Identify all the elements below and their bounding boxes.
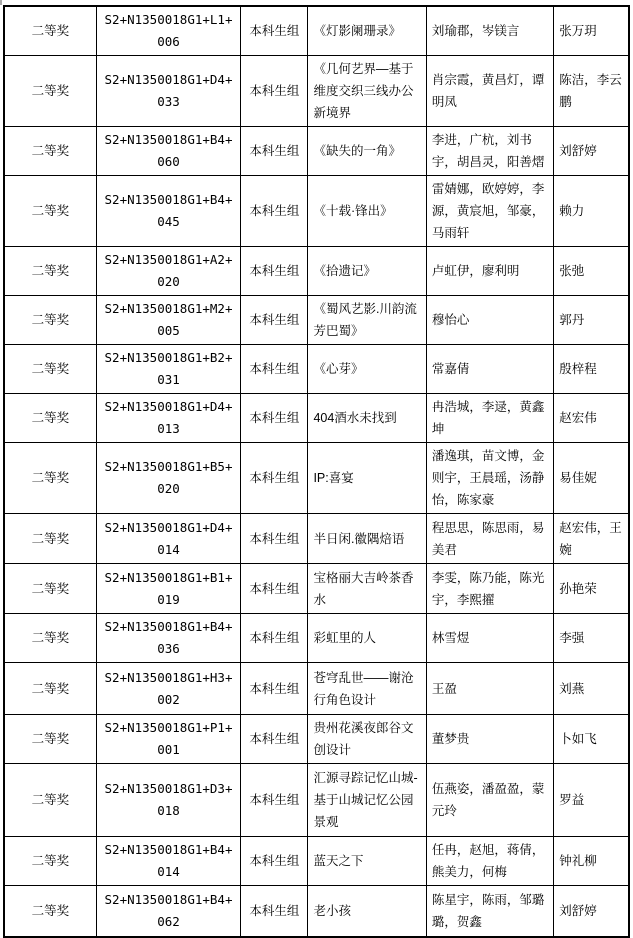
cell-teacher: 刘舒婷 <box>554 886 629 937</box>
cell-award: 二等奖 <box>4 345 96 394</box>
cell-teacher: 张弛 <box>554 247 629 296</box>
cell-title: 半日闲.徽隅焙语 <box>308 514 426 564</box>
cell-title: 《十载·锋出》 <box>308 176 426 247</box>
cell-group: 本科生组 <box>241 6 308 56</box>
cell-code: S2+N1350018G1+D4+033 <box>96 56 240 127</box>
cell-group: 本科生组 <box>241 345 308 394</box>
awards-table <box>3 5 630 938</box>
cell-code: S2+N1350018G1+B4+060 <box>96 127 240 176</box>
table-row <box>4 663 629 715</box>
cell-code: S2+N1350018G1+M2+005 <box>96 296 240 345</box>
cell-authors: 程思思，陈思雨，易美君 <box>426 514 553 564</box>
cell-title: 老小孩 <box>308 886 426 937</box>
cell-authors: 李雯，陈乃能，陈光宇，李熙擢 <box>426 564 553 614</box>
cell-code: S2+N1350018G1+L1+006 <box>96 6 240 56</box>
cell-group: 本科生组 <box>241 296 308 345</box>
cell-title: 《缺失的一角》 <box>308 127 426 176</box>
cell-code: S2+N1350018G1+D4+013 <box>96 394 240 443</box>
cell-teacher: 赵宏伟，王婉 <box>554 514 629 564</box>
page-edge-artifact <box>0 0 2 5</box>
cell-teacher: 李强 <box>554 614 629 663</box>
cell-title: 彩虹里的人 <box>308 614 426 663</box>
cell-teacher: 钟礼柳 <box>554 837 629 886</box>
cell-award: 二等奖 <box>4 663 96 715</box>
cell-authors: 卢虹伊，廖利明 <box>426 247 553 296</box>
table-row <box>4 715 629 764</box>
cell-authors: 任冉，赵旭，蒋倩，熊美力，何梅 <box>426 837 553 886</box>
table-row <box>4 514 629 564</box>
cell-authors: 穆怡心 <box>426 296 553 345</box>
table-row <box>4 837 629 886</box>
cell-authors: 冉浩城，李逯，黄鑫坤 <box>426 394 553 443</box>
cell-teacher: 刘燕 <box>554 663 629 715</box>
cell-authors: 林雪煜 <box>426 614 553 663</box>
table-row <box>4 764 629 837</box>
table-row <box>4 614 629 663</box>
cell-award: 二等奖 <box>4 614 96 663</box>
cell-code: S2+N1350018G1+P1+001 <box>96 715 240 764</box>
cell-title: IP:喜宴 <box>308 443 426 514</box>
cell-group: 本科生组 <box>241 127 308 176</box>
cell-authors: 常嘉倩 <box>426 345 553 394</box>
cell-title: 《几何艺界—基于维度交织三线办公新境界 <box>308 56 426 127</box>
cell-group: 本科生组 <box>241 514 308 564</box>
cell-teacher: 赵宏伟 <box>554 394 629 443</box>
cell-group: 本科生组 <box>241 247 308 296</box>
cell-code: S2+N1350018G1+B1+019 <box>96 564 240 614</box>
cell-teacher: 刘舒婷 <box>554 127 629 176</box>
cell-title: 贵州花溪夜郎谷文创设计 <box>308 715 426 764</box>
cell-award: 二等奖 <box>4 176 96 247</box>
cell-authors: 刘瑜郡，岑镁言 <box>426 6 553 56</box>
cell-authors: 陈星宇，陈雨，邹璐璐，贺鑫 <box>426 886 553 937</box>
cell-award: 二等奖 <box>4 56 96 127</box>
cell-group: 本科生组 <box>241 443 308 514</box>
cell-group: 本科生组 <box>241 56 308 127</box>
table-row <box>4 886 629 937</box>
table-row <box>4 443 629 514</box>
table-row <box>4 296 629 345</box>
table-row <box>4 345 629 394</box>
cell-authors: 肖宗霞，黄昌灯，谭明凤 <box>426 56 553 127</box>
cell-authors: 伍燕姿，潘盈盈，蒙元玲 <box>426 764 553 837</box>
cell-authors: 董梦贵 <box>426 715 553 764</box>
cell-authors: 雷婧娜，欧婷婷，李源，黄宸旭，邹豪，马雨轩 <box>426 176 553 247</box>
cell-group: 本科生组 <box>241 886 308 937</box>
cell-title: 《拾遗记》 <box>308 247 426 296</box>
cell-teacher: 殷梓程 <box>554 345 629 394</box>
cell-group: 本科生组 <box>241 764 308 837</box>
cell-award: 二等奖 <box>4 514 96 564</box>
cell-code: S2+N1350018G1+B5+020 <box>96 443 240 514</box>
cell-group: 本科生组 <box>241 394 308 443</box>
cell-award: 二等奖 <box>4 837 96 886</box>
cell-authors: 李进，广杭，刘书宇，胡昌灵，阳善熠 <box>426 127 553 176</box>
cell-code: S2+N1350018G1+B4+045 <box>96 176 240 247</box>
cell-award: 二等奖 <box>4 764 96 837</box>
cell-authors: 王盈 <box>426 663 553 715</box>
cell-title: 《蜀风艺影.川韵流芳巴蜀》 <box>308 296 426 345</box>
awards-table-body <box>4 6 629 937</box>
cell-award: 二等奖 <box>4 394 96 443</box>
cell-award: 二等奖 <box>4 247 96 296</box>
cell-title: 《心芽》 <box>308 345 426 394</box>
cell-title: 汇源寻踪记忆山城-基于山城记忆公园景观 <box>308 764 426 837</box>
cell-code: S2+N1350018G1+B4+062 <box>96 886 240 937</box>
table-row <box>4 6 629 56</box>
cell-group: 本科生组 <box>241 663 308 715</box>
cell-teacher: 陈洁，李云鹏 <box>554 56 629 127</box>
cell-title: 404酒水未找到 <box>308 394 426 443</box>
cell-code: S2+N1350018G1+A2+020 <box>96 247 240 296</box>
cell-code: S2+N1350018G1+D3+018 <box>96 764 240 837</box>
cell-teacher: 孙艳荣 <box>554 564 629 614</box>
cell-group: 本科生组 <box>241 176 308 247</box>
cell-title: 苍穹乱世——谢沧行角色设计 <box>308 663 426 715</box>
cell-teacher: 卜如飞 <box>554 715 629 764</box>
cell-title: 宝格丽大吉岭茶香水 <box>308 564 426 614</box>
cell-group: 本科生组 <box>241 564 308 614</box>
table-row <box>4 394 629 443</box>
cell-award: 二等奖 <box>4 6 96 56</box>
table-row <box>4 247 629 296</box>
cell-code: S2+N1350018G1+B4+014 <box>96 837 240 886</box>
cell-award: 二等奖 <box>4 715 96 764</box>
cell-award: 二等奖 <box>4 127 96 176</box>
cell-teacher: 罗益 <box>554 764 629 837</box>
cell-group: 本科生组 <box>241 614 308 663</box>
cell-teacher: 张万玥 <box>554 6 629 56</box>
cell-code: S2+N1350018G1+D4+014 <box>96 514 240 564</box>
cell-teacher: 郭丹 <box>554 296 629 345</box>
table-row <box>4 56 629 127</box>
cell-code: S2+N1350018G1+B4+036 <box>96 614 240 663</box>
cell-title: 《灯影阑珊录》 <box>308 6 426 56</box>
cell-authors: 潘逸琪，苗文博，金则宇，王晨瑶，汤静怡，陈家豪 <box>426 443 553 514</box>
cell-teacher: 赖力 <box>554 176 629 247</box>
cell-title: 蓝天之下 <box>308 837 426 886</box>
table-row <box>4 127 629 176</box>
table-row <box>4 564 629 614</box>
cell-code: S2+N1350018G1+B2+031 <box>96 345 240 394</box>
cell-award: 二等奖 <box>4 886 96 937</box>
cell-teacher: 易佳妮 <box>554 443 629 514</box>
cell-code: S2+N1350018G1+H3+002 <box>96 663 240 715</box>
table-row <box>4 176 629 247</box>
cell-award: 二等奖 <box>4 443 96 514</box>
cell-award: 二等奖 <box>4 296 96 345</box>
cell-group: 本科生组 <box>241 837 308 886</box>
cell-award: 二等奖 <box>4 564 96 614</box>
cell-group: 本科生组 <box>241 715 308 764</box>
